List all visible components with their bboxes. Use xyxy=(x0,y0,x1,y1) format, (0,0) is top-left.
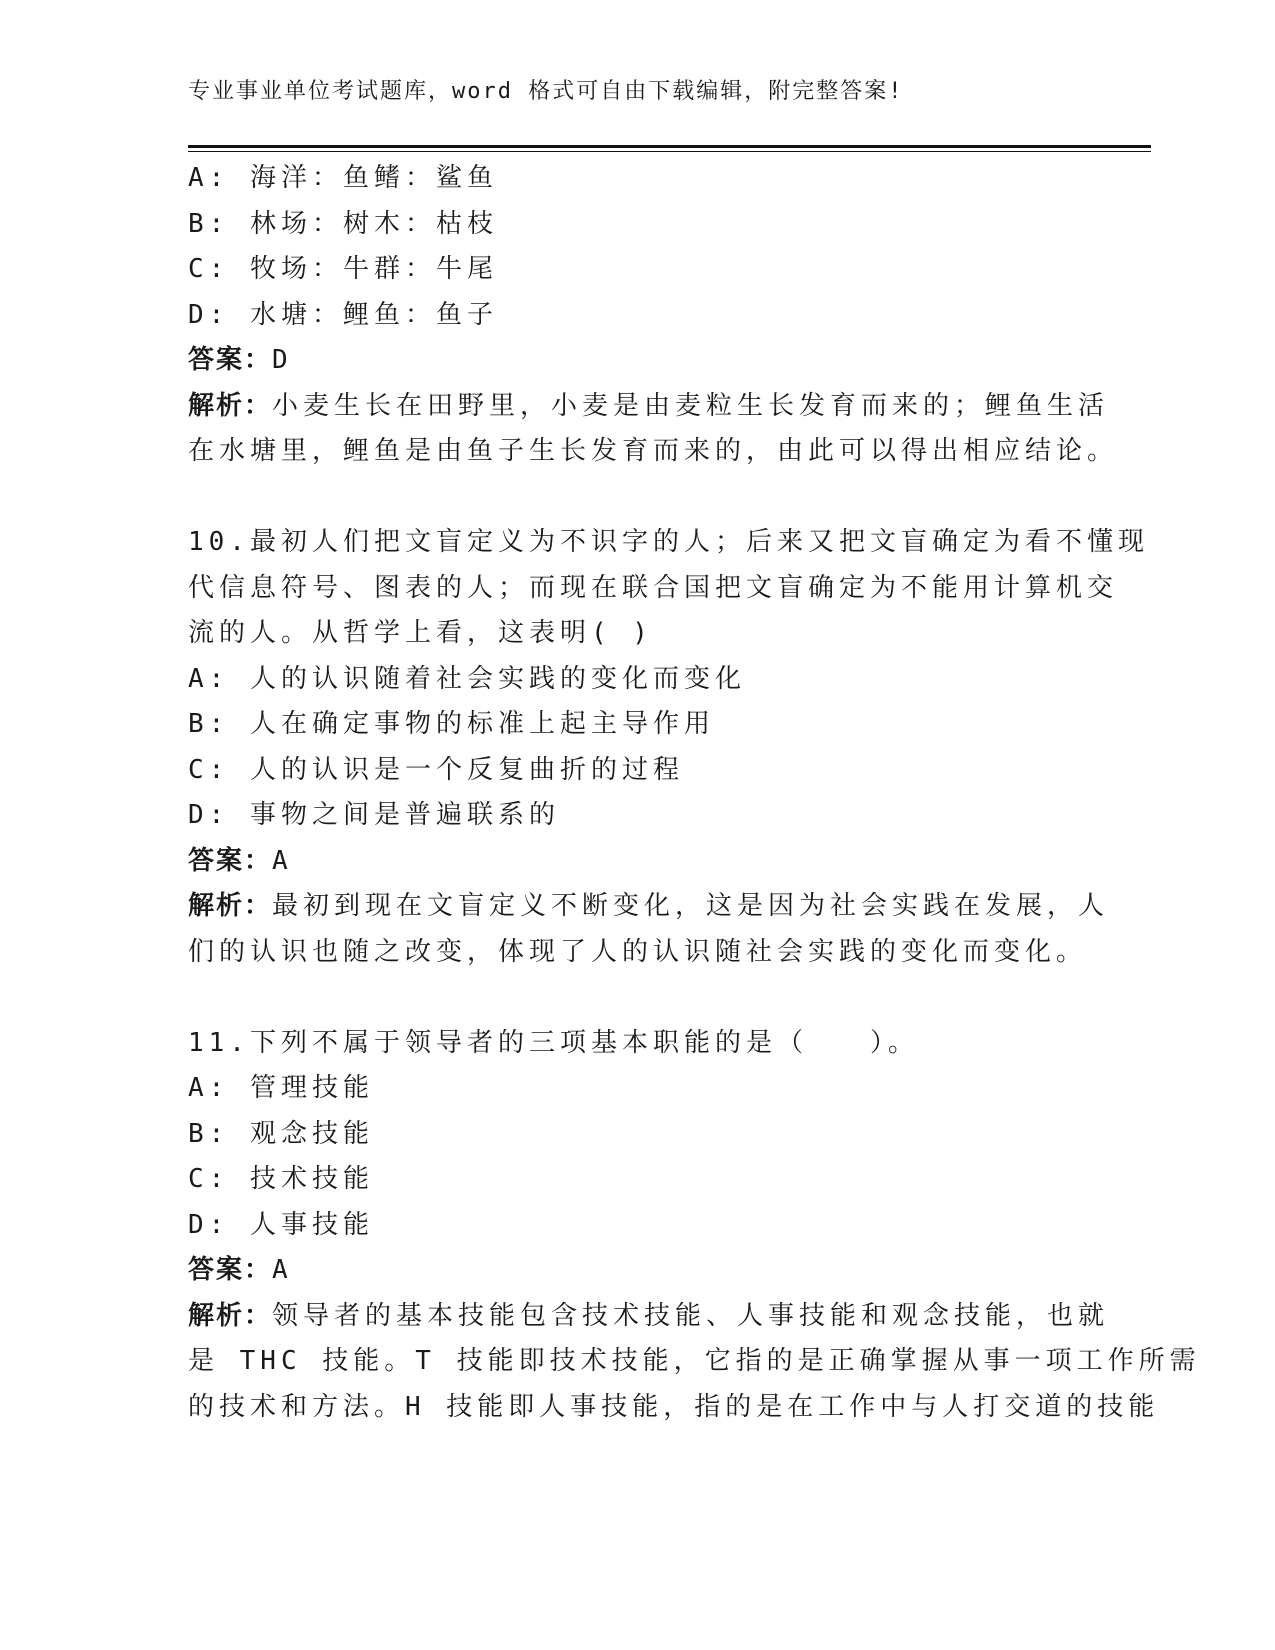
option-c: C: 牧场：牛群：牛尾 xyxy=(188,254,498,284)
document-body xyxy=(188,156,1201,1430)
answer-line xyxy=(188,839,1088,885)
question-text: 代信息符号、图表的人；而现在联合国把文盲确定为不能用计算机交 xyxy=(188,572,1119,603)
spacer xyxy=(188,975,1088,1021)
analysis-line xyxy=(188,384,1110,430)
option-d: D: 人事技能 xyxy=(188,1209,374,1240)
answer-line xyxy=(188,1248,1088,1294)
analysis-line: 在水塘里，鲤鱼是由鱼子生长发育而来的，由此可以得出相应结论。 xyxy=(188,436,1119,466)
option-a: A: 海洋：鱼鳍：鲨鱼 xyxy=(188,163,498,193)
answer-value: D xyxy=(272,345,293,375)
option-b: B: 人在确定事物的标准上起主导作用 xyxy=(188,709,715,739)
option-d: D: 水塘：鲤鱼：鱼子 xyxy=(188,299,498,330)
analysis-line: 是 THC 技能。T 技能即技术技能，它指的是正确掌握从事一项工作所需 xyxy=(188,1346,1201,1376)
question-text: 10.最初人们把文盲定义为不识字的人；后来又把文盲确定为看不懂现 xyxy=(188,527,1149,557)
answer-label: 答案： xyxy=(188,845,273,876)
answer-value: A xyxy=(272,1255,293,1285)
analysis-text: 小麦生长在田野里，小麦是由麦粒生长发育而来的；鲤鱼生活 xyxy=(272,390,1110,421)
analysis-label: 解析： xyxy=(188,891,273,921)
question-11 xyxy=(188,1021,1201,1431)
analysis-line xyxy=(188,884,1110,930)
header-divider xyxy=(188,145,1151,148)
header-divider-thin xyxy=(188,151,1151,152)
option-a: A: 人的认识随着社会实践的变化而变化 xyxy=(188,663,746,694)
analysis-text: 领导者的基本技能包含技术技能、人事技能和观念技能，也就 xyxy=(272,1300,1110,1331)
answer-line xyxy=(188,338,1088,384)
option-a: A: 管理技能 xyxy=(188,1073,374,1103)
spacer xyxy=(188,475,1088,521)
analysis-line: 们的认识也随之改变，体现了人的认识随社会实践的变化而变化。 xyxy=(188,936,1088,967)
answer-value: A xyxy=(272,845,293,876)
analysis-line xyxy=(188,1294,1110,1340)
option-c: C: 技术技能 xyxy=(188,1164,374,1194)
option-d: D: 事物之间是普遍联系的 xyxy=(188,800,560,830)
question-10 xyxy=(188,520,1149,975)
answer-label: 答案： xyxy=(188,345,273,375)
option-c: C: 人的认识是一个反复曲折的过程 xyxy=(188,754,684,785)
question-text: 流的人。从哲学上看，这表明( ) xyxy=(188,618,653,648)
analysis-label: 解析： xyxy=(188,1300,273,1331)
option-b: B: 林场：树木：枯枝 xyxy=(188,208,498,239)
analysis-line: 的技术和方法。H 技能即人事技能，指的是在工作中与人打交道的技能 xyxy=(188,1391,1160,1422)
analysis-text: 最初到现在文盲定义不断变化，这是因为社会实践在发展，人 xyxy=(272,891,1110,921)
question-9 xyxy=(188,156,1119,475)
analysis-label: 解析： xyxy=(188,390,273,421)
page-header: 专业事业单位考试题库，word 格式可自由下载编辑，附完整答案! xyxy=(188,79,904,104)
question-text: 11.下列不属于领导者的三项基本职能的是（ ）。 xyxy=(188,1027,919,1058)
option-b: B: 观念技能 xyxy=(188,1118,374,1149)
answer-label: 答案： xyxy=(188,1255,273,1285)
